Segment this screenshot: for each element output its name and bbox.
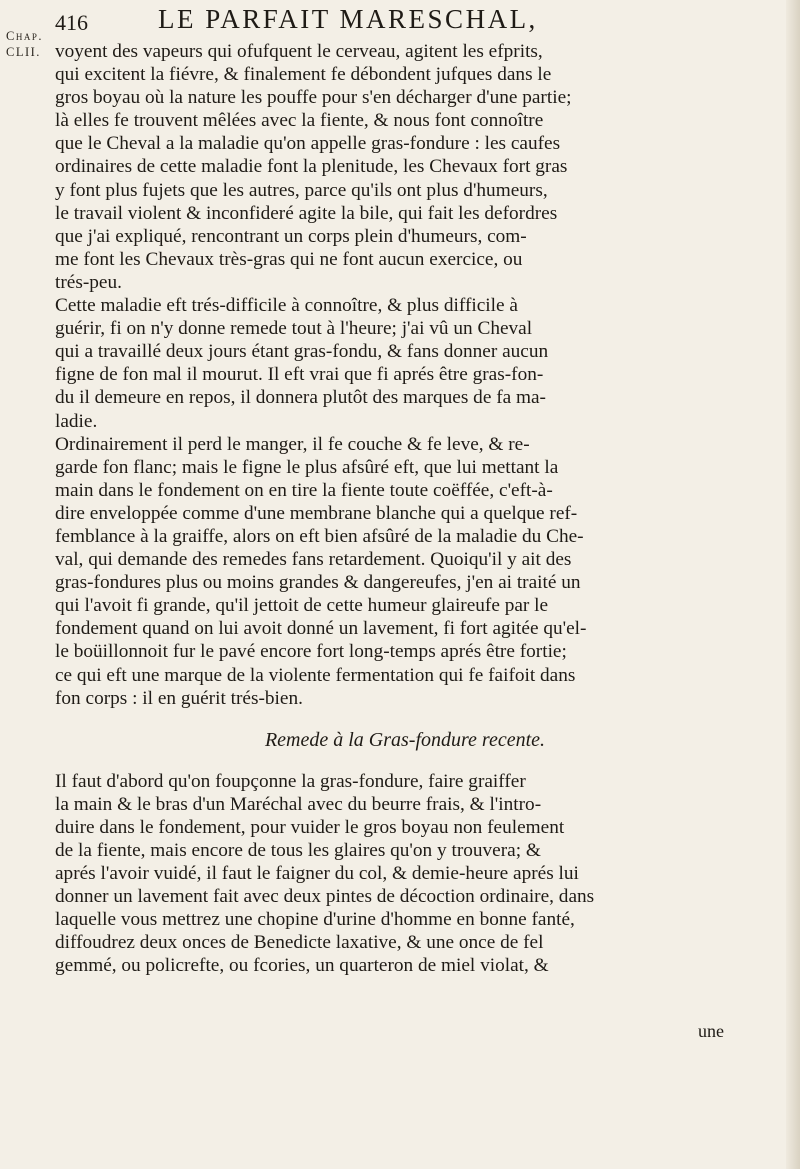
- catchword: une: [698, 1021, 724, 1041]
- text-line: là elles fe trouvent mêlées avec la fiente, & nous font connoître: [55, 110, 544, 132]
- page-edge: [786, 0, 800, 1169]
- text-line: dire enveloppée comme d'une membrane blanche qui a quelque ref-: [55, 502, 578, 524]
- text-line: laquelle vous mettrez une chopine d'urine d'homme en bonne fanté,: [55, 909, 575, 931]
- text-line: la main & le bras d'un Maréchal avec du beurre frais, & l'intro-: [55, 793, 542, 815]
- text-line: ordinaires de cette maladie font la plenitude, les Chevaux fort gras: [55, 156, 568, 178]
- text-line: me font les Chevaux très-gras qui ne font aucun exercice, ou: [55, 248, 523, 270]
- text-line: qui l'avoit fi grande, qu'il jettoit de cette humeur glaireufe par le: [55, 595, 549, 617]
- text-line: val, qui demande des remedes fans retardement. Quoiqu'il y ait des: [55, 549, 572, 571]
- text-line: de la fiente, mais encore de tous les glaires qu'on y trouvera; &: [55, 840, 541, 861]
- text-line: femblance à la graiffe, alors on eft bien afsûré de la maladie du Che-: [55, 525, 584, 547]
- text-line: gras-fondures plus ou moins grandes & dangereufes, j'en ai traité un: [55, 572, 581, 594]
- chapter-margin-note: [6, 28, 43, 60]
- text-line: du il demeure en repos, il donnera plutôt des marques de fa ma-: [55, 387, 546, 409]
- text-line: que le Cheval a la maladie qu'on appelle gras-fondure : les caufes: [55, 133, 561, 155]
- text-line: que j'ai expliqué, rencontrant un corps plein d'humeurs, com-: [55, 225, 527, 247]
- text-line: qui a travaillé deux jours étant gras-fondu, & fans donner aucun: [55, 341, 549, 363]
- chapter-number: CLII.: [6, 45, 41, 59]
- text-line: aprés l'avoir vuidé, il faut le faigner du col, & demie-heure aprés lui: [55, 863, 579, 885]
- text-line: diffoudrez deux onces de Benedicte laxative, & une once de fel: [55, 932, 544, 954]
- paragraph-block-2: [55, 770, 755, 978]
- text-line: duire dans le fondement, pour vuider le gros boyau non feulement: [55, 816, 565, 838]
- text-line: garde fon flanc; mais le figne le plus afsûré eft, que lui mettant la: [55, 456, 559, 478]
- text-line: gros boyau où la nature les pouffe pour s'en décharger d'une partie;: [55, 87, 572, 109]
- text-line: main dans le fondement on en tire la fiente toute coëffée, c'eft-à-: [55, 479, 553, 501]
- text-line: voyent des vapeurs qui ofufquent le cerveau, agitent les efprits,: [55, 41, 543, 62]
- text-line: ce qui eft une marque de la violente fermentation qui fe faifoit dans: [55, 664, 576, 686]
- text-line: le boüillonnoit fur le pavé encore fort long-temps aprés être fortie;: [55, 641, 567, 663]
- paragraph-block-1: [55, 40, 755, 710]
- page-number: 416: [55, 10, 88, 35]
- text-line: guérir, fi on n'y donne remede tout à l'heure; j'ai vû un Cheval: [55, 318, 533, 340]
- section-heading: Remede à la Gras-fondure recente.: [264, 728, 546, 751]
- text-line: le travail violent & inconfideré agite la bile, qui fait les defordres: [55, 202, 558, 224]
- text-line: Cette maladie eft trés-difficile à connoître, & plus difficile à: [55, 295, 518, 317]
- text-line: fondement quand on lui avoit donné un lavement, fi fort agitée qu'el-: [55, 618, 587, 640]
- text-line: fon corps : il en guérit trés-bien.: [55, 687, 303, 709]
- text-line: donner un lavement fait avec deux pintes de décoction ordinaire, dans: [55, 886, 595, 908]
- text-line: Ordinairement il perd le manger, il fe couche & fe leve, & re-: [55, 433, 530, 455]
- text-line: gemmé, ou policrefte, ou fcories, un quarteron de miel violat, &: [55, 955, 549, 977]
- page-header: [55, 2, 755, 36]
- text-line: qui excitent la fiévre, & finalement fe débondent jufques dans le: [55, 64, 552, 86]
- running-head: LE PARFAIT MARESCHAL,: [158, 4, 538, 34]
- text-line: Il faut d'abord qu'on foupçonne la gras-fondure, faire graiffer: [55, 770, 526, 792]
- text-line: figne de fon mal il mourut. Il eft vrai que fi aprés être gras-fon-: [55, 364, 544, 386]
- body-text: [55, 40, 755, 978]
- text-line: y font plus fujets que les autres, parce qu'ils ont plus d'humeurs,: [55, 179, 548, 201]
- text-line: trés-peu.: [55, 271, 122, 293]
- chapter-label: Chap.: [6, 29, 43, 43]
- text-line: ladie.: [55, 410, 98, 432]
